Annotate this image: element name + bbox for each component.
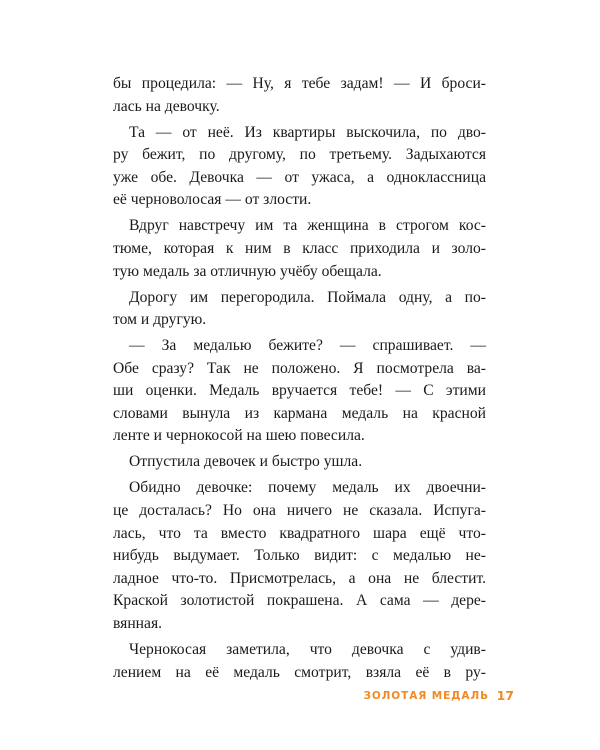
paragraph-first-line: Та — от неё. Из квартиры выскочила, по дво-: [129, 123, 486, 141]
text-line: ладное что-то. Присмотрелась, а она не блестит.: [113, 569, 486, 587]
paragraph-first-line: Дорогу им перегородила. Поймала одну, а по-: [129, 288, 486, 306]
text-line: словами вынула из кармана медаль на красной: [113, 404, 486, 422]
running-head: ЗОЛОТАЯ МЕДАЛЬ: [363, 690, 489, 702]
page-footer: [0, 690, 600, 710]
text-line: вянная.: [113, 615, 163, 632]
text-line: лась на девочку.: [113, 97, 220, 115]
body-text: [113, 73, 486, 684]
text-line: ру бежит, по другому, по третьему. Задыхаются: [113, 146, 486, 164]
text-line: тюме, которая к ним в класс приходила и золо-: [113, 239, 486, 257]
text-line: це досталась? Но она ничего не сказала. Испуга-: [113, 502, 486, 520]
text-line: Краской золотистой покрашена. А сама — дере-: [113, 592, 486, 610]
text-line: её черноволосая — от злости.: [113, 191, 312, 209]
page-number: 17: [496, 688, 514, 703]
paragraph-first-line: Чернокосая заметила, что девочка с удив-: [129, 640, 486, 658]
paragraph-first-line: Отпустила девочек и быстро ушла.: [129, 453, 363, 471]
paragraph-first-line: Вдруг навстречу им та женщина в строгом кос-: [129, 217, 486, 235]
text-line: лась, что та вместо квадратного шара ещё что-: [113, 524, 486, 542]
text-line: ши оценки. Медаль вручается тебе! — С этими: [113, 382, 486, 400]
text-line: лением на её медаль смотрит, взяла её в ру-: [113, 663, 486, 681]
text-line: тую медаль за отличную учёбу обещала.: [113, 262, 382, 280]
text-line: уже обе. Девочка — от ужаса, а одноклассница: [113, 168, 486, 186]
paragraph-first-line: — За медалью бежите? — спрашивает. —: [129, 337, 486, 355]
text-line: Обе сразу? Так не положено. Я посмотрела ва-: [113, 359, 486, 377]
text-line: том и другую.: [113, 311, 207, 329]
text-line: ленте и чернокосой на шею повесила.: [113, 427, 365, 445]
paragraph-first-line: Обидно девочке: почему медаль их двоечни-: [129, 479, 486, 497]
text-line: бы процедила: — Ну, я тебе задам! — И броси-: [113, 75, 486, 92]
text-line: нибудь выдумает. Только видит: с медалью не-: [113, 547, 486, 565]
